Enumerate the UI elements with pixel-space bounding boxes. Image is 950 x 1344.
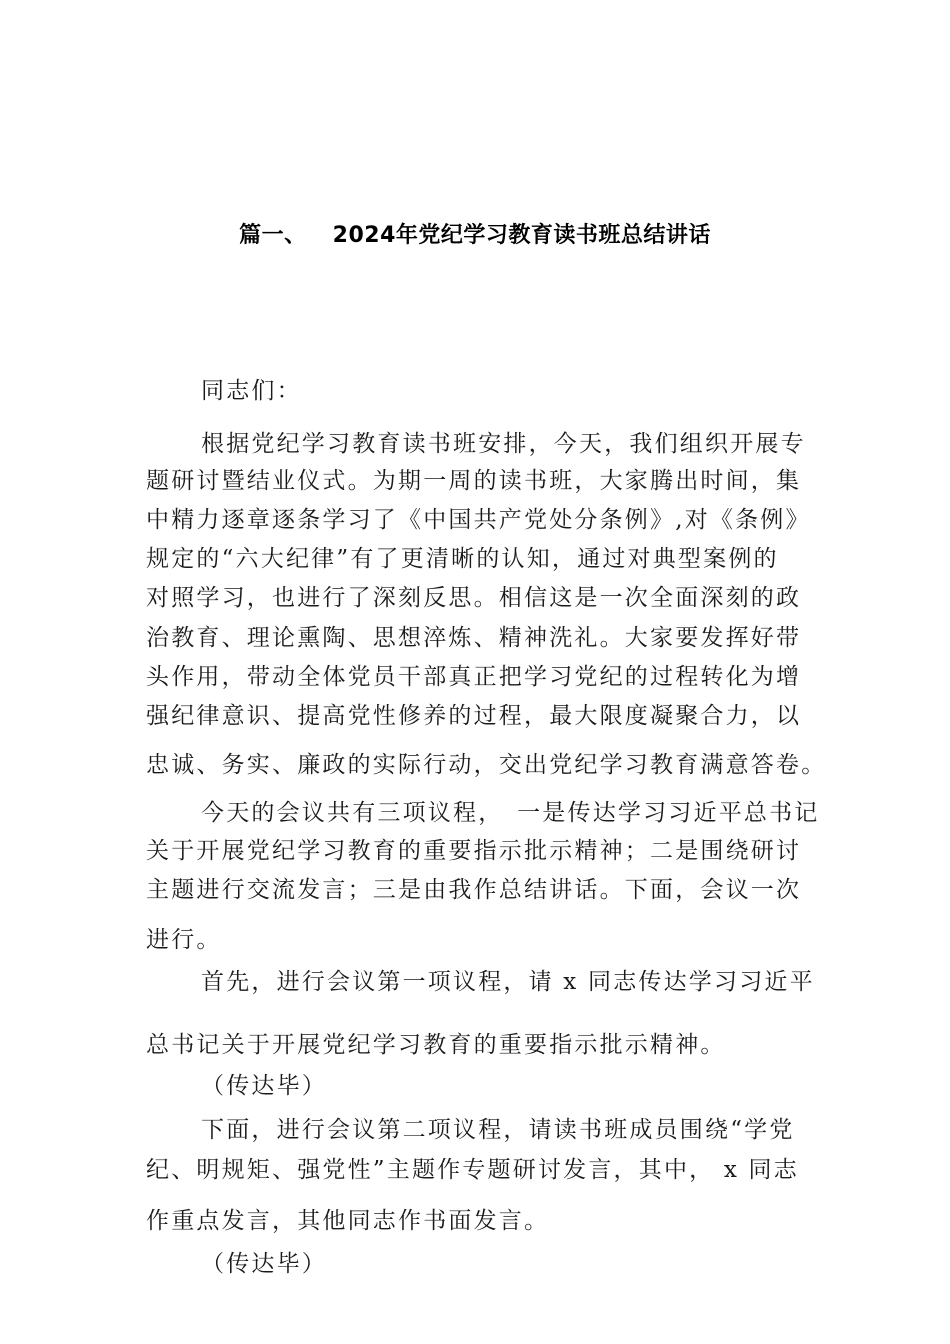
document-title [0,218,950,249]
paragraph-line: （传达毕） [201,1073,327,1099]
paragraph-line: 今天的会议共有三项议程， 一是传达学习习近平总书记 [201,800,820,826]
salutation: 同志们： [201,378,302,404]
paragraph-line: 总书记关于开展党纪学习教育的重要指示批示精神。 [146,1032,726,1058]
paragraph-line: 作重点发言，其他同志作书面发言。 [146,1208,550,1234]
paragraph-line: 头作用，带动全体党员干部真正把学习党纪的过程转化为增 [146,664,802,690]
paragraph-line: 忠诚、务实、廉政的实际行动，交出党纪学习教育满意答卷。 [146,752,827,778]
paragraph-line: 下面，进行会议第二项议程，请读书班成员围绕“学党 [201,1117,795,1143]
paragraph-line: 纪、明规矩、强党性”主题作专题研讨发言，其中， x 同志 [146,1157,799,1183]
paragraph-line: 规定的“六大纪律”有了更清晰的认知，通过对典型案例的 [146,546,779,572]
paragraph-line: 中精力逐章逐条学习了《中国共产党处分条例》,对《条例》 [146,507,811,533]
title-prefix: 篇一、 [239,223,307,248]
paragraph-line: 题研讨暨结业仪式。为期一周的读书班，大家腾出时间，集 [146,468,802,494]
paragraph-line: 根据党纪学习教育读书班安排，今天，我们组织开展专 [201,431,806,457]
paragraph-line: 治教育、理论熏陶、思想淬炼、精神洗礼。大家要发挥好带 [146,625,802,651]
paragraph-line: 关于开展党纪学习教育的重要指示批示精神；二是围绕研讨 [146,838,802,864]
paragraph-line: 主题进行交流发言；三是由我作总结讲话。下面，会议一次 [146,877,802,903]
paragraph-line: （传达毕） [201,1251,327,1277]
paragraph-line: 进行。 [146,927,222,953]
paragraph-line: 对照学习，也进行了深刻反思。相信这是一次全面深刻的政 [146,585,802,611]
paragraph-line: 首先，进行会议第一项议程，请 x 同志传达学习习近平 [201,969,815,995]
title-text: 2024年党纪学习教育读书班总结讲话 [332,223,711,248]
paragraph-line: 强纪律意识、提高党性修养的过程，最大限度凝聚合力，以 [146,703,802,729]
